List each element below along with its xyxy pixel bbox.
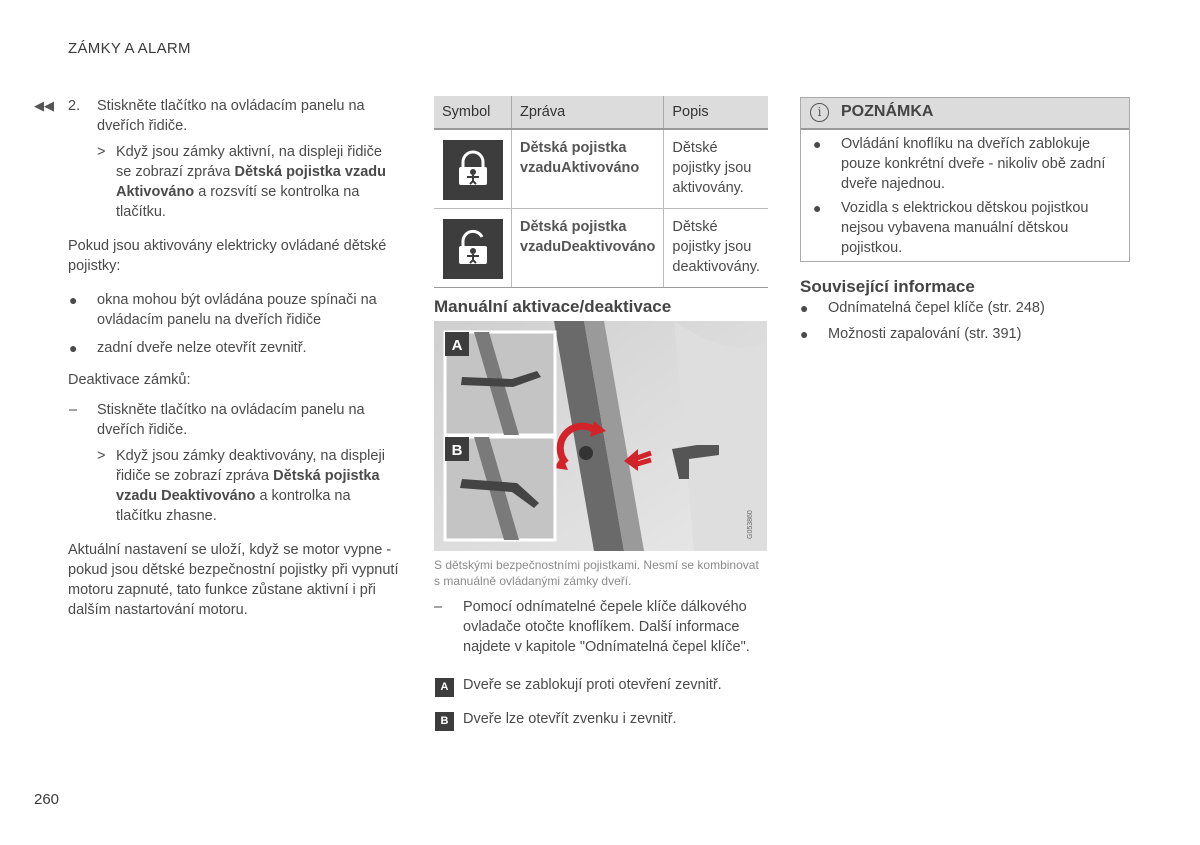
symbol-cell bbox=[434, 129, 512, 209]
info-icon: i bbox=[810, 103, 829, 122]
step-2 bbox=[34, 96, 404, 222]
image-code: G053860 bbox=[747, 510, 754, 539]
description-cell: Dětské pojistky jsou aktivovány. bbox=[664, 129, 768, 209]
bullet-icon: ● bbox=[813, 136, 822, 152]
image-caption: S dětskými bezpečnostními pojistkami. Nesmí se kombinovat s manuálně ovládanými zámky dveří. bbox=[434, 558, 759, 588]
manual-steps bbox=[434, 597, 766, 729]
label-b-badge: B bbox=[435, 712, 454, 731]
inset-a-label: A bbox=[451, 337, 463, 354]
label-b-row: B Dveře lze otevřít zvenku i zevnitř. bbox=[434, 709, 766, 729]
table-row bbox=[434, 129, 768, 209]
left-column bbox=[34, 96, 404, 634]
deactivate-text: Stiskněte tlačítko na ovládacím panelu na dveřích řidiče. bbox=[97, 402, 365, 438]
message-cell: Dětská pojistka vzaduAktivováno bbox=[512, 129, 664, 209]
related-list bbox=[800, 298, 1130, 350]
table-header-row bbox=[434, 96, 768, 129]
child-lock-active-icon bbox=[443, 140, 503, 200]
inset-a bbox=[445, 332, 555, 435]
continued-arrows-icon: ◀◀ bbox=[34, 98, 54, 113]
list-item: ● Vozidla s elektrickou dětskou pojistkou nejsou vybavena manuální dětskou pojistkou. bbox=[813, 200, 1089, 256]
page-number: 260 bbox=[34, 791, 60, 808]
list-item: ● okna mohou být ovládána pouze spínači na ovládacím panelu na dveřích řidiče bbox=[69, 292, 377, 328]
note-box bbox=[800, 97, 1130, 262]
note-body bbox=[801, 130, 1129, 258]
list-item: ● Ovládání knoflíku na dveřích zablokuje pouze konkrétní dveře - nikoliv obě zadní dveře najednou. bbox=[813, 136, 1106, 192]
symbol-cell bbox=[434, 209, 512, 288]
child-lock-inactive-icon bbox=[443, 219, 503, 279]
paragraph: Aktuální nastavení se uloží, když se motor vypne - pokud jsou dětské bezpečnostní pojistky při vypnutí motoru zapnuté, tato funkce zůstane aktivní i při dalším nastartování motoru. bbox=[68, 542, 399, 618]
list-item: ● zadní dveře nelze otevřít zevnitř. bbox=[69, 340, 307, 356]
note-title: POZNÁMKA bbox=[841, 103, 934, 120]
step-result: > Když jsou zámky aktivní, na displeji řidiče se zobrazí zpráva Dětská pojistka vzadu Aktivováno a rozsvítí se kontrolka na tlačítku. bbox=[97, 144, 386, 220]
related-link[interactable]: ● Odnímatelná čepel klíče (str. 248) bbox=[800, 300, 1045, 316]
related-heading: Související informace bbox=[800, 277, 975, 296]
page-header: ZÁMKY A ALARM bbox=[68, 40, 191, 57]
door-lock-illustration bbox=[434, 321, 767, 551]
lock-knob bbox=[579, 446, 593, 460]
note-header bbox=[801, 98, 1129, 130]
bullet-icon: ● bbox=[813, 200, 822, 216]
bullet-icon: ● bbox=[69, 340, 78, 356]
bullet-icon: ● bbox=[800, 326, 809, 342]
manual-step: – Pomocí odnímatelné čepele klíče dálkového ovladače otočte knoflíkem. Další informace najdete v kapitole "Odnímatelná čepel klíče". bbox=[434, 599, 750, 655]
deactivate-result: > Když jsou zámky deaktivovány, na displeji řidiče se zobrazí zpráva Dětská pojistka vzadu Deaktivováno a kontrolka na tlačítku zhasne. bbox=[97, 448, 385, 524]
symbol-table bbox=[434, 96, 768, 288]
label-a-row: A Dveře se zablokují proti otevření zevnitř. bbox=[434, 675, 766, 695]
bullet-icon: ● bbox=[69, 292, 78, 308]
column-header: Zpráva bbox=[512, 96, 664, 129]
step-text: Stiskněte tlačítko na ovládacím panelu na dveřích řidiče. bbox=[97, 98, 365, 134]
dash-marker: – bbox=[434, 599, 443, 615]
message-active: Dětská pojistka vzadu Aktivováno bbox=[116, 164, 386, 200]
table-row bbox=[434, 209, 768, 288]
result-arrow-icon: > bbox=[97, 144, 106, 160]
dash-marker: – bbox=[69, 402, 78, 418]
deactivate-step bbox=[34, 400, 404, 526]
message-cell: Dětská pojistka vzaduDeaktivováno bbox=[512, 209, 664, 288]
result-arrow-icon: > bbox=[97, 448, 106, 464]
step-number: 2. bbox=[68, 98, 81, 114]
message-deactivated: Dětská pojistka vzadu Deaktivováno bbox=[116, 468, 380, 504]
description-cell: Dětské pojistky jsou deaktivovány. bbox=[664, 209, 768, 288]
column-header: Symbol bbox=[434, 96, 512, 129]
manual-heading: Manuální aktivace/deaktivace bbox=[434, 297, 672, 316]
column-header: Popis bbox=[664, 96, 768, 129]
paragraph: Pokud jsou aktivovány elektricky ovládané dětské pojistky: bbox=[68, 238, 387, 274]
label-a-badge: A bbox=[435, 678, 454, 697]
bullet-icon: ● bbox=[800, 300, 809, 316]
paragraph: Deaktivace zámků: bbox=[68, 372, 191, 388]
inset-b bbox=[445, 437, 555, 540]
inset-b-label: B bbox=[451, 442, 463, 459]
related-link[interactable]: ● Možnosti zapalování (str. 391) bbox=[800, 326, 1022, 342]
